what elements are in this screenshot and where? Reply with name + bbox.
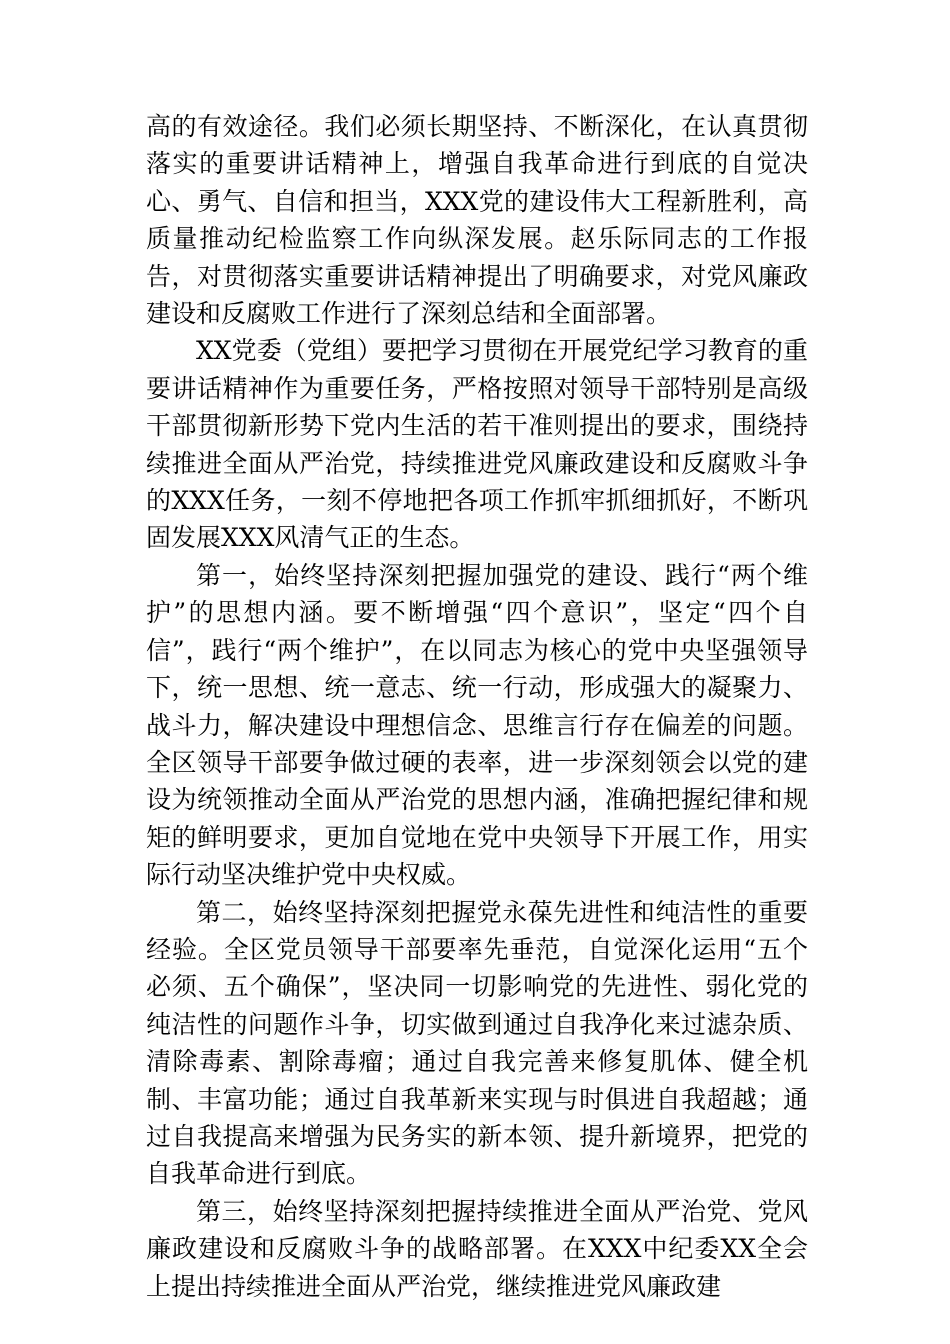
paragraph-3: 第一，始终坚持深刻把握加强党的建设、践行“两个维护”的思想内涵。要不断增强“四个意识”，坚定“四个自信”，践行“两个维护”，在以同志为核心的党中央坚强领导下，统一思想、统一意志、统一行动，形成强大的凝聚力、战斗力，解决建设中理想信念、思维言行存在偏差的问题。全区领导干部要争做过硬的表率，进一步深刻领会以党的建设为统领推动全面从严治党的思想内涵，准确把握纪律和规矩的鲜明要求，更加自觉地在党中央领导下开展工作，用实际行动坚决维护党中央权威。 xyxy=(146,560,808,890)
paragraph-1: 高的有效途径。我们必须长期坚持、不断深化，在认真贯彻落实的重要讲话精神上，增强自我革命进行到底的自觉决心、勇气、自信和担当，XXX党的建设伟大工程新胜利，高质量推动纪检监察工作向纵深发展。赵乐际同志的工作报告，对贯彻落实重要讲话精神提出了明确要求，对党风廉政建设和反腐败工作进行了深刻总结和全面部署。 xyxy=(146,112,808,329)
document-body xyxy=(146,108,808,1305)
paragraph-2: XX党委（党组）要把学习贯彻在开展党纪学习教育的重要讲话精神作为重要任务，严格按照对领导干部特别是高级干部贯彻新形势下党内生活的若干准则提出的要求，围绕持续推进全面从严治党，持续推进党风廉政建设和反腐败斗争的XXX任务，一刻不停地把各项工作抓牢抓细抓好，不断巩固发展XXX风清气正的生态。 xyxy=(146,336,808,553)
paragraph-5: 第三，始终坚持深刻把握持续推进全面从严治党、党风廉政建设和反腐败斗争的战略部署。在XXX中纪委XX全会上提出持续推进全面从严治党，继续推进党风廉政建 xyxy=(146,1196,808,1301)
paragraph-4: 第二，始终坚持深刻把握党永葆先进性和纯洁性的重要经验。全区党员领导干部要率先垂范，自觉深化运用“五个必须、五个确保”，坚决同一切影响党的先进性、弱化党的纯洁性的问题作斗争，切实做到通过自我净化来过滤杂质、清除毒素、割除毒瘤；通过自我完善来修复肌体、健全机制、丰富功能；通过自我革新来实现与时俱进自我超越；通过自我提高来增强为民务实的新本领、提升新境界，把党的自我革命进行到底。 xyxy=(146,897,808,1189)
